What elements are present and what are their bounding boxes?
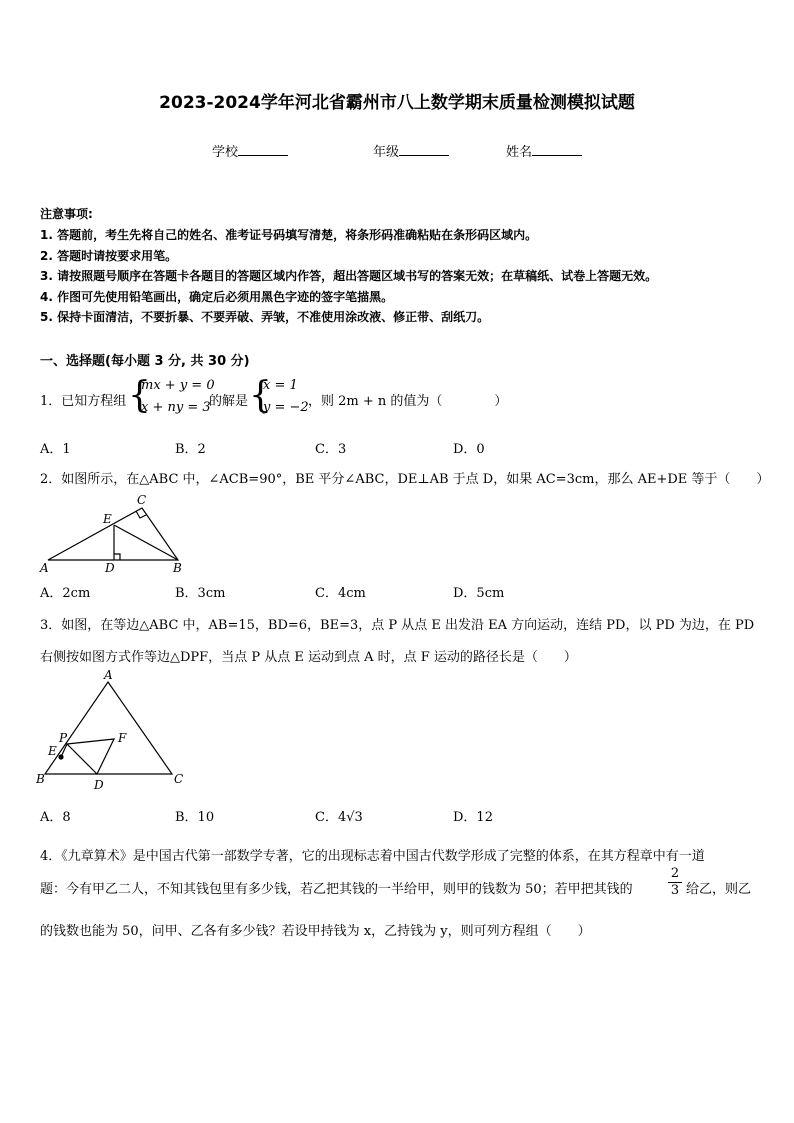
- q2-label-d: D: [105, 561, 115, 575]
- q1-brace-right: {: [249, 375, 272, 416]
- q4-line2b: 给乙，则乙: [686, 882, 752, 897]
- q4-fraction-numerator: 2: [670, 866, 680, 881]
- q1-sol2: y = −2: [263, 400, 309, 415]
- q2-figure: [36, 490, 196, 575]
- q3-label-d: D: [94, 778, 104, 792]
- q4-line3: 的钱数也能为 50，问甲、乙各有多少钱？若设甲持钱为 x，乙持钱为 y，则可列方程组（ ）: [40, 924, 591, 939]
- q4-fraction-denominator: 3: [668, 882, 682, 899]
- notes-heading: 注意事项:: [40, 207, 93, 221]
- q3-option-d[interactable]: D．12: [453, 810, 493, 825]
- q4-line1: 4．《九章算术》是中国古代第一部数学专著，它的出现标志着中国古代数学形成了完整的体系，在其方程章中有一道: [40, 849, 705, 864]
- q1-option-c[interactable]: C．3: [315, 442, 347, 457]
- note-item: 2. 答题时请按要求用笔。: [40, 249, 178, 263]
- name-label: 姓名: [506, 145, 533, 160]
- q1-eq1: mx + y = 0: [141, 378, 215, 393]
- q1-option-a[interactable]: A．1: [40, 442, 71, 457]
- school-label: 学校: [212, 145, 239, 160]
- q4-line2a: 题：今有甲乙二人，不知其钱包里有多少钱，若乙把其钱的一半给甲，则甲的钱数为 50；若甲把其钱的: [40, 882, 633, 897]
- q1-suffix: ，则 2m + n 的值为（ ）: [308, 394, 508, 409]
- name-blank[interactable]: [532, 143, 582, 156]
- grade-label: 年级: [373, 145, 400, 160]
- q3-line2: 右侧按如图方式作等边△DPF，当点 P 从点 E 运动到点 A 时，点 F 运动的路径长是（ ）: [40, 650, 577, 665]
- q3-point-e: [58, 754, 63, 759]
- q3-triangle-abc: [45, 682, 172, 774]
- q3-option-b[interactable]: B．10: [175, 810, 215, 825]
- grade-field[interactable]: [373, 141, 449, 160]
- note-item: 4. 作图可先使用铅笔画出，确定后必须用黑色字迹的签字笔描黑。: [40, 290, 394, 304]
- q3-option-a[interactable]: A．8: [40, 810, 71, 825]
- q3-label-a: A: [104, 668, 113, 682]
- q1-mid: 的解是: [209, 394, 249, 409]
- q2-triangle-abc: [48, 508, 178, 560]
- q3-triangle-dpf: [67, 739, 114, 774]
- q4-fraction: [668, 866, 682, 899]
- grade-blank[interactable]: [399, 143, 449, 156]
- q2-option-a[interactable]: A．2cm: [40, 586, 91, 601]
- q3-figure: [32, 668, 192, 796]
- note-item: 1. 答题前，考生先将自己的姓名、准考证号码填写清楚，将条形码准确粘贴在条形码区域内。: [40, 228, 538, 242]
- q1-sol1: x = 1: [263, 378, 298, 393]
- q2-label-a: A: [40, 561, 49, 575]
- q3-line1: 3．如图，在等边△ABC 中，AB=15，BD=6，BE=3，点 P 从点 E 出发沿 EA 方向运动，连结 PD，以 PD 为边，在 PD: [40, 618, 755, 633]
- q2-segment-be: [114, 525, 178, 560]
- q2-label-b: B: [173, 561, 182, 575]
- q3-label-b: B: [36, 772, 45, 786]
- note-item: 3. 请按照题号顺序在答题卡各题目的答题区域内作答，超出答题区域书写的答案无效；在草稿纸、试卷上答题无效。: [40, 269, 658, 283]
- name-field[interactable]: [506, 141, 582, 160]
- q1-prefix: 1．已知方程组: [40, 394, 127, 409]
- page-title: 2023-2024学年河北省霸州市八上数学期末质量检测模拟试题: [159, 93, 635, 113]
- q2-option-b[interactable]: B．3cm: [175, 586, 226, 601]
- note-item: 5. 保持卡面清洁，不要折暴、不要弄破、弄皱，不准使用涂改液、修正带、刮纸刀。: [40, 310, 490, 324]
- q3-label-c: C: [174, 772, 184, 786]
- school-blank[interactable]: [238, 143, 288, 156]
- q2-option-c[interactable]: C．4cm: [315, 586, 366, 601]
- q3-option-c[interactable]: C．4√3: [315, 810, 363, 825]
- q1-eq2: x + ny = 3: [141, 400, 211, 415]
- q3-label-e: E: [48, 744, 57, 758]
- q1-option-b[interactable]: B．2: [175, 442, 206, 457]
- q2-label-e: E: [103, 512, 112, 526]
- q2-text: 2．如图所示，在△ABC 中，∠ACB=90°，BE 平分∠ABC，DE⊥AB 于点 D，如果 AC=3cm，那么 AE+DE 等于（ ）: [40, 472, 770, 487]
- q2-option-d[interactable]: D．5cm: [453, 586, 505, 601]
- q2-right-angle-d: [114, 554, 120, 560]
- q3-label-p: P: [59, 731, 68, 745]
- section-heading: 一、选择题(每小题 3 分, 共 30 分): [40, 354, 250, 369]
- q2-label-c: C: [137, 493, 147, 507]
- q1-option-d[interactable]: D．0: [453, 442, 485, 457]
- q1-brace-left: {: [128, 375, 151, 416]
- school-field[interactable]: [212, 141, 288, 160]
- q3-label-f: F: [118, 731, 127, 745]
